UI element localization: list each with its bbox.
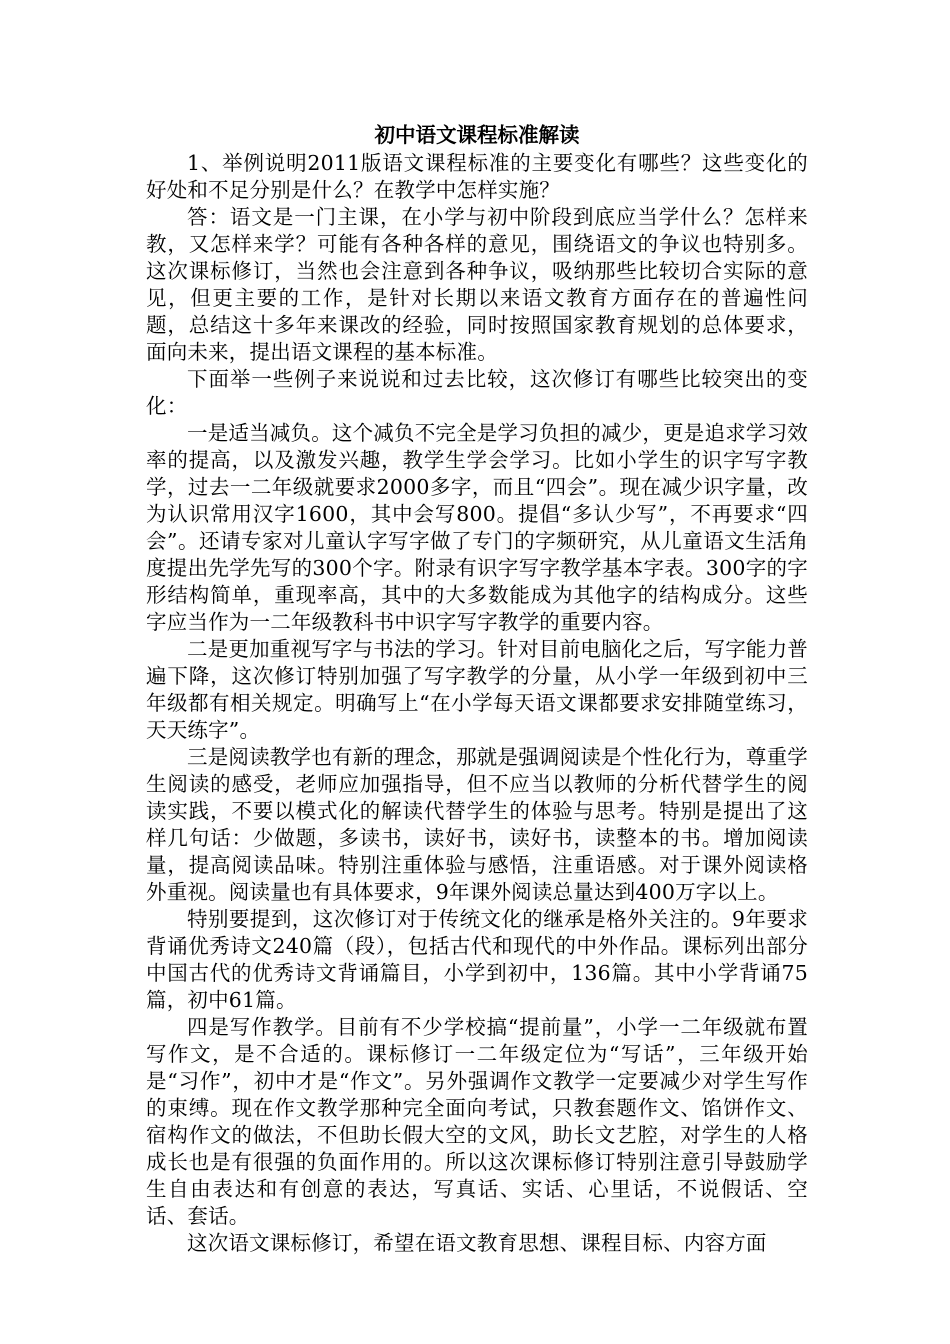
point-one-paragraph: 一是适当减负。这个减负不完全是学习负担的减少，更是追求学习效率的提高，以及激发兴趣，教学生学会学习。比如小学生的识字写字教学，过去一二年级就要求2000多字，而且“四会”。现在减少识字量，改为认识常用汉字1600，其中会写800。提倡“多认少写”，不再要求“四会”。还请专家对儿童认字写字做了专门的字频研究，从儿童语文生活角度提出先学先写的300个字。附录有识字写字教学基本字表。300字的字形结构简单，重现率高，其中的大多数能成为其他字的结构成分。这些字应当作为一二年级教科书中识字写字教学的重要内容。 [146,421,808,634]
point-two-paragraph: 二是更加重视写字与书法的学习。针对目前电脑化之后，写字能力普遍下降，这次修订特别加强了写字教学的分量，从小学一年级到初中三年级都有相关规定。明确写上“在小学每天语文课都要求安排随堂练习，天天练字”。 [146,637,808,742]
closing-paragraph: 这次语文课标修订，希望在语文教育思想、课程目标、内容方面 [187,1231,767,1255]
tradition-paragraph: 特别要提到，这次修订对于传统文化的继承是格外关注的。9年要求背诵优秀诗文240篇（段），包括古代和现代的中外作品。课标列出部分中国古代的优秀诗文背诵篇目，小学到初中，136篇。其中小学背诵75篇，初中61篇。 [146,907,808,1012]
document-body [146,120,808,1257]
point-three-paragraph: 三是阅读教学也有新的理念，那就是强调阅读是个性化行为，尊重学生阅读的感受，老师应加强指导，但不应当以教师的分析代替学生的阅读实践，不要以模式化的解读代替学生的体验与思考。特别是提出了这样几句话：少做题，多读书，读好书，读好书，读整本的书。增加阅读量，提高阅读品味。特别注重体验与感悟，注重语感。对于课外阅读格外重视。阅读量也有具体要求，9年课外阅读总量达到400万字以上。 [146,745,808,904]
document-title: 初中语文课程标准解读 [374,123,580,147]
answer-intro-paragraph: 答：语文是一门主课，在小学与初中阶段到底应当学什么？怎样来教，又怎样来学？可能有各种各样的意见，围绕语文的争议也特别多。这次课标修订，当然也会注意到各种争议，吸纳那些比较切合实际的意见，但更主要的工作，是针对长期以来语文教育方面存在的普遍性问题，总结这十多年来课改的经验，同时按照国家教育规划的总体要求，面向未来，提出语文课程的基本标准。 [146,205,808,364]
point-four-paragraph: 四是写作教学。目前有不少学校搞“提前量”，小学一二年级就布置写作文，是不合适的。课标修订一二年级定位为“写话”，三年级开始是“习作”，初中才是“作文”。另外强调作文教学一定要减少对学生写作的束缚。现在作文教学那种完全面向考试，只教套题作文、馅饼作文、宿构作文的做法，不但助长假大空的文风，助长文艺腔，对学生的人格成长也是有很强的负面作用的。所以这次课标修订特别注意引导鼓励学生自由表达和有创意的表达，写真话、实话、心里话，不说假话、空话、套话。 [146,1015,808,1228]
examples-intro-paragraph: 下面举一些例子来说说和过去比较，这次修订有哪些比较突出的变化： [146,367,808,418]
question-paragraph: 1、举例说明2011版语文课程标准的主要变化有哪些？这些变化的好处和不足分别是什么？在教学中怎样实施？ [146,151,808,202]
